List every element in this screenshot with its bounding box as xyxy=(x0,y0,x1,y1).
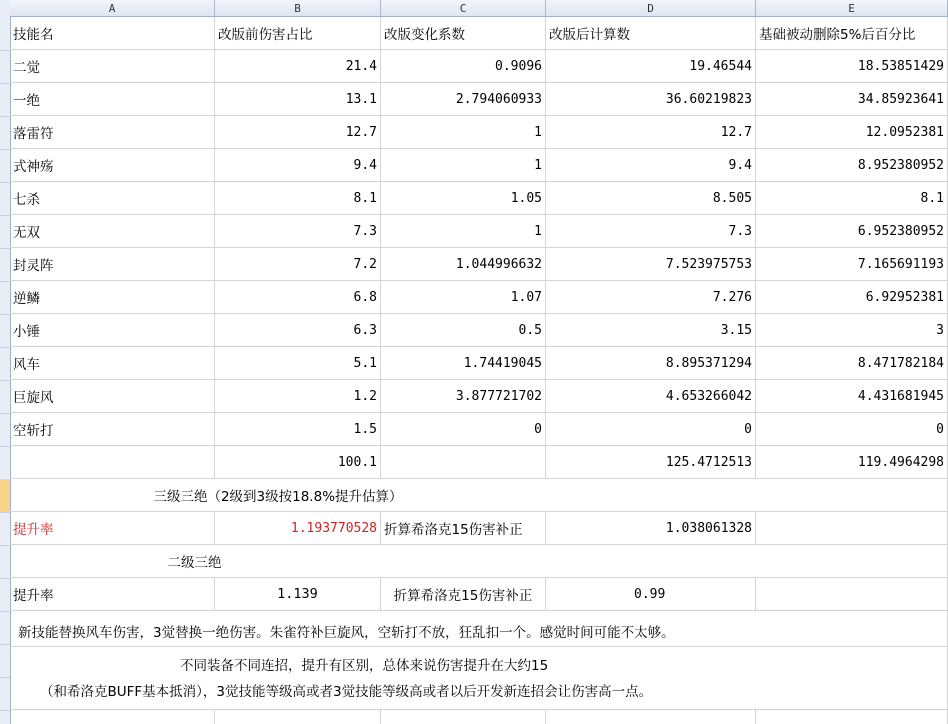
total-cell-a[interactable] xyxy=(10,446,215,479)
coefficient-cell[interactable]: 2.794060933 xyxy=(381,83,546,116)
pre-ratio-cell[interactable]: 5.1 xyxy=(215,347,381,380)
column-header-d[interactable]: D xyxy=(546,0,756,17)
coefficient-cell[interactable]: 3.877721702 xyxy=(381,380,546,413)
empty-cell[interactable] xyxy=(756,578,948,611)
empty-cell[interactable] xyxy=(756,545,948,578)
skill-name-cell[interactable]: 七杀 xyxy=(10,182,215,215)
post-calc-cell[interactable]: 0 xyxy=(546,413,756,446)
row-header[interactable] xyxy=(0,116,10,150)
skill-name-cell[interactable]: 落雷符 xyxy=(10,116,215,149)
percent-cell[interactable]: 6.952380952 xyxy=(756,215,948,248)
empty-cell[interactable] xyxy=(10,710,215,724)
row-header[interactable] xyxy=(0,281,10,315)
skill-name-cell[interactable]: 逆鳞 xyxy=(10,281,215,314)
pre-ratio-cell[interactable]: 1.5 xyxy=(215,413,381,446)
section2-rate-value[interactable]: 1.139 xyxy=(215,578,381,611)
skill-name-cell[interactable]: 无双 xyxy=(10,215,215,248)
pre-ratio-cell[interactable]: 6.3 xyxy=(215,314,381,347)
empty-cell[interactable] xyxy=(756,677,948,710)
empty-cell[interactable] xyxy=(381,710,546,724)
coefficient-cell[interactable]: 1 xyxy=(381,215,546,248)
column-header-b[interactable]: B xyxy=(215,0,381,17)
total-cell-e[interactable]: 119.4964298 xyxy=(756,446,948,479)
column-header-c[interactable]: C xyxy=(381,0,546,17)
row-header[interactable] xyxy=(0,380,10,414)
skill-name-cell[interactable]: 小锤 xyxy=(10,314,215,347)
coefficient-cell[interactable]: 1.07 xyxy=(381,281,546,314)
row-header[interactable] xyxy=(0,215,10,249)
empty-cell[interactable] xyxy=(215,710,381,724)
pre-ratio-cell[interactable]: 7.3 xyxy=(215,215,381,248)
percent-cell[interactable]: 8.1 xyxy=(756,182,948,215)
pre-ratio-cell[interactable]: 21.4 xyxy=(215,50,381,83)
header-cell-coefficient[interactable]: 改版变化系数 xyxy=(381,17,546,50)
skill-name-cell[interactable]: 二觉 xyxy=(10,50,215,83)
section1-title-pad[interactable] xyxy=(546,479,756,512)
coefficient-cell[interactable]: 0 xyxy=(381,413,546,446)
post-calc-cell[interactable]: 7.523975753 xyxy=(546,248,756,281)
coefficient-cell[interactable]: 1.044996632 xyxy=(381,248,546,281)
column-header-a[interactable]: A xyxy=(10,0,215,17)
header-cell-percent[interactable]: 基础被动删除5%后百分比 xyxy=(756,17,948,50)
percent-cell[interactable]: 3 xyxy=(756,314,948,347)
post-calc-cell[interactable]: 7.3 xyxy=(546,215,756,248)
section2-correction-value[interactable]: 0.99 xyxy=(546,578,756,611)
percent-cell[interactable]: 12.0952381 xyxy=(756,116,948,149)
coefficient-cell[interactable]: 1 xyxy=(381,149,546,182)
pre-ratio-cell[interactable]: 6.8 xyxy=(215,281,381,314)
header-cell-post-calc[interactable]: 改版后计算数 xyxy=(546,17,756,50)
row-header[interactable] xyxy=(0,248,10,282)
total-cell-c[interactable] xyxy=(381,446,546,479)
post-calc-cell[interactable]: 3.15 xyxy=(546,314,756,347)
empty-cell[interactable] xyxy=(756,512,948,545)
post-calc-cell[interactable]: 12.7 xyxy=(546,116,756,149)
percent-cell[interactable]: 8.952380952 xyxy=(756,149,948,182)
row-header[interactable] xyxy=(0,446,10,480)
skill-name-cell[interactable]: 式神殇 xyxy=(10,149,215,182)
skill-name-cell[interactable]: 封灵阵 xyxy=(10,248,215,281)
note-line-1: 新技能替换风车伤害，3觉替换一绝伤害。朱雀符补巨旋风，空斩打不放，狂乱扣一个。感觉时间可能不太够。 xyxy=(18,625,675,641)
total-cell-b[interactable]: 100.1 xyxy=(215,446,381,479)
row-header[interactable] xyxy=(0,611,10,645)
row-header[interactable] xyxy=(0,50,10,84)
percent-cell[interactable]: 0 xyxy=(756,413,948,446)
pre-ratio-cell[interactable]: 7.2 xyxy=(215,248,381,281)
pre-ratio-cell[interactable]: 13.1 xyxy=(215,83,381,116)
row-header-selected[interactable] xyxy=(0,479,10,513)
section1-correction-value[interactable]: 1.038061328 xyxy=(546,512,756,545)
row-header[interactable] xyxy=(0,17,10,51)
section2-title[interactable]: 二级三绝 xyxy=(10,545,756,578)
pre-ratio-cell[interactable]: 1.2 xyxy=(215,380,381,413)
coefficient-cell[interactable]: 1.74419045 xyxy=(381,347,546,380)
row-header[interactable] xyxy=(0,677,10,711)
section1-title-pad-e[interactable] xyxy=(756,479,948,512)
post-calc-cell[interactable]: 7.276 xyxy=(546,281,756,314)
row-header[interactable] xyxy=(0,149,10,183)
empty-cell[interactable] xyxy=(756,710,948,724)
note-line-3: （和希洛克BUFF基本抵消），3觉技能等级高或者3觉技能等级高或者以后开发新连招会让伤害高一点。 xyxy=(40,684,653,700)
row-header[interactable] xyxy=(0,182,10,216)
percent-cell[interactable]: 34.85923641 xyxy=(756,83,948,116)
total-cell-d[interactable]: 125.4712513 xyxy=(546,446,756,479)
empty-cell[interactable] xyxy=(546,710,756,724)
coefficient-cell[interactable]: 0.5 xyxy=(381,314,546,347)
post-calc-cell[interactable]: 4.653266042 xyxy=(546,380,756,413)
skill-name-cell[interactable]: 空斩打 xyxy=(10,413,215,446)
section2-correction-label[interactable]: 折算希洛克15伤害补正 xyxy=(381,578,546,611)
pre-ratio-cell[interactable]: 8.1 xyxy=(215,182,381,215)
skill-name-cell[interactable]: 一绝 xyxy=(10,83,215,116)
row-header[interactable] xyxy=(0,347,10,381)
section1-title[interactable]: 三级三绝（2级到3级按18.8%提升估算） xyxy=(10,479,546,512)
skill-name-cell[interactable]: 风车 xyxy=(10,347,215,380)
row-header[interactable] xyxy=(0,314,10,348)
skill-name-cell[interactable]: 巨旋风 xyxy=(10,380,215,413)
section2-rate-label[interactable]: 提升率 xyxy=(10,578,215,611)
row-header[interactable] xyxy=(0,83,10,117)
percent-cell[interactable]: 4.431681945 xyxy=(756,380,948,413)
row-header[interactable] xyxy=(0,578,10,612)
empty-cell[interactable] xyxy=(756,647,948,677)
coefficient-cell[interactable]: 0.9096 xyxy=(381,50,546,83)
row-header[interactable] xyxy=(0,512,10,546)
pre-ratio-cell[interactable]: 12.7 xyxy=(215,116,381,149)
note-line-2: 不同装备不同连招，提升有区别，总体来说伤害提升在大约15 xyxy=(180,658,549,674)
post-calc-cell[interactable]: 36.60219823 xyxy=(546,83,756,116)
post-calc-cell[interactable]: 19.46544 xyxy=(546,50,756,83)
percent-cell[interactable]: 8.471782184 xyxy=(756,347,948,380)
header-cell-pre-ratio[interactable]: 改版前伤害占比 xyxy=(215,17,381,50)
column-header-e[interactable]: E xyxy=(756,0,948,17)
post-calc-cell[interactable]: 9.4 xyxy=(546,149,756,182)
coefficient-cell[interactable]: 1.05 xyxy=(381,182,546,215)
section1-correction-label[interactable]: 折算希洛克15伤害补正 xyxy=(381,512,546,545)
row-header[interactable] xyxy=(0,644,10,678)
section1-rate-label[interactable]: 提升率 xyxy=(10,512,215,545)
percent-cell[interactable]: 7.165691193 xyxy=(756,248,948,281)
row-header[interactable] xyxy=(0,545,10,579)
section1-rate-value[interactable]: 1.193770528 xyxy=(215,512,381,545)
row-header[interactable] xyxy=(0,413,10,447)
percent-cell[interactable]: 18.53851429 xyxy=(756,50,948,83)
pre-ratio-cell[interactable]: 9.4 xyxy=(215,149,381,182)
post-calc-cell[interactable]: 8.895371294 xyxy=(546,347,756,380)
coefficient-cell[interactable]: 1 xyxy=(381,116,546,149)
post-calc-cell[interactable]: 8.505 xyxy=(546,182,756,215)
empty-cell[interactable] xyxy=(756,611,948,647)
percent-cell[interactable]: 6.92952381 xyxy=(756,281,948,314)
header-cell-skill[interactable]: 技能名 xyxy=(10,17,215,50)
